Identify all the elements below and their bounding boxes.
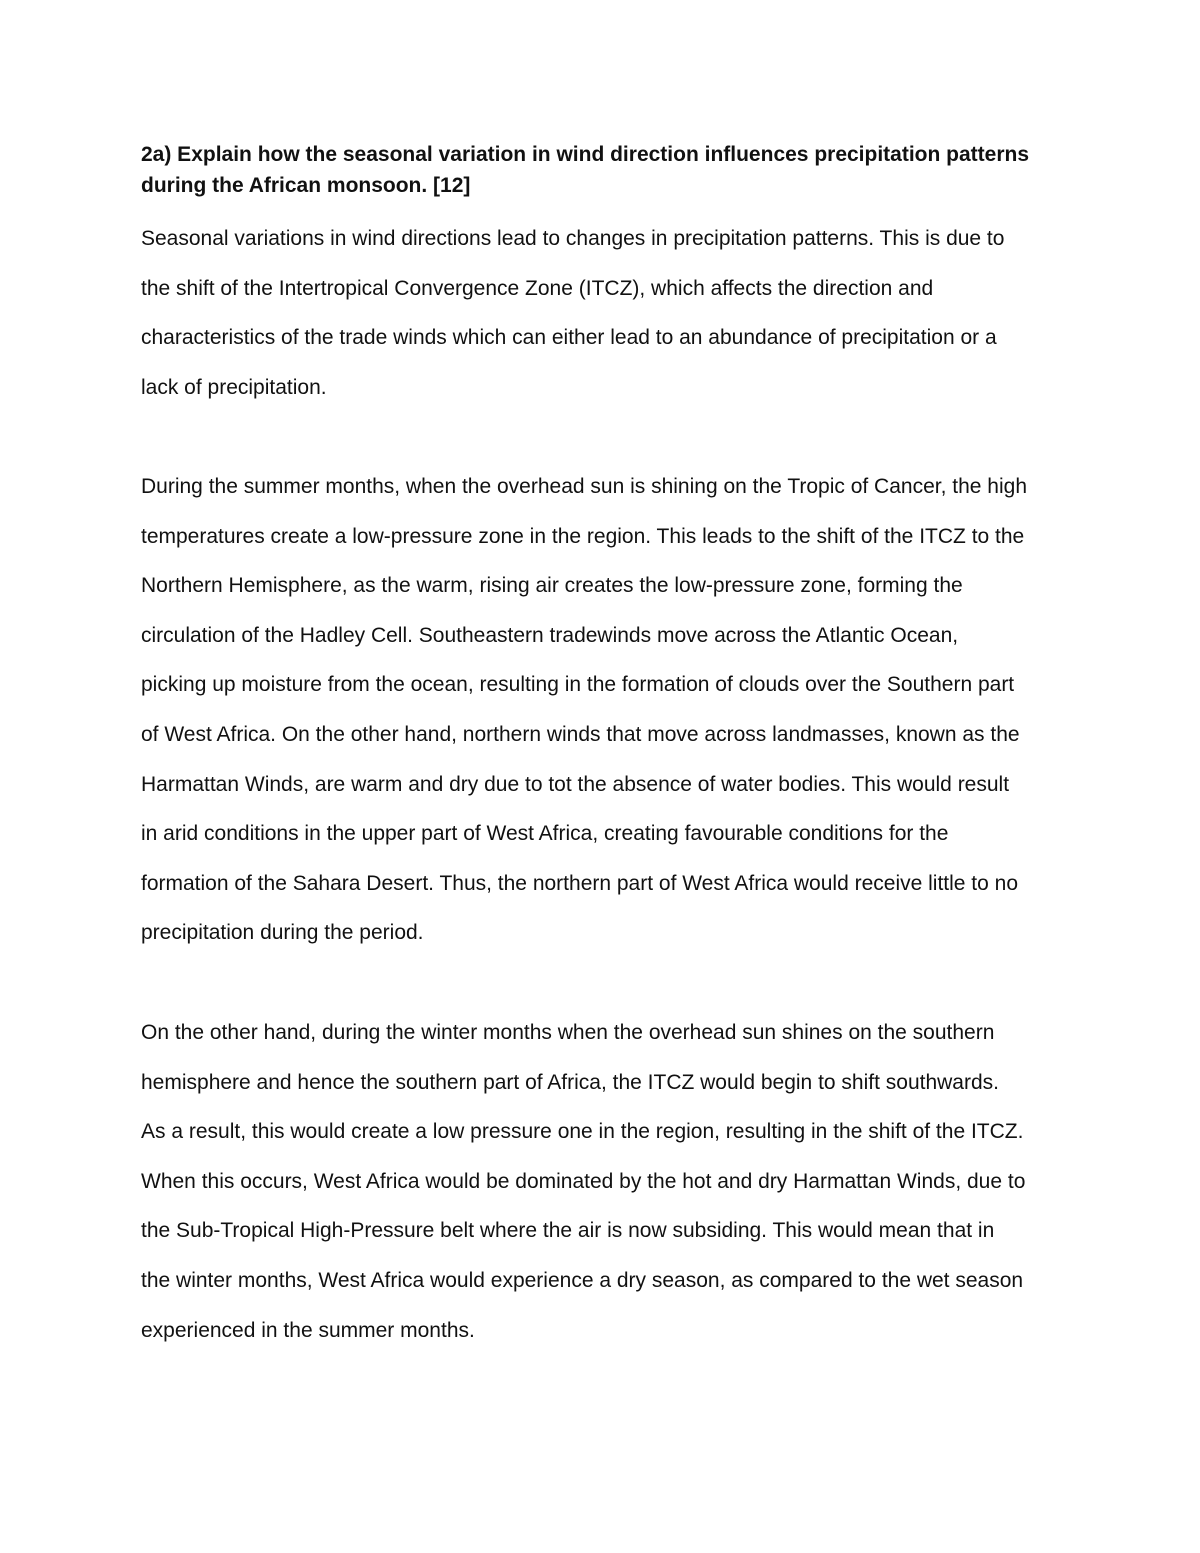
paragraph-line: in arid conditions in the upper part of West Africa, creating favourable conditions for the (141, 822, 949, 846)
question-line: 2a) Explain how the seasonal variation in wind direction influences precipitation patterns (141, 143, 1030, 166)
intro-paragraph (141, 214, 1004, 412)
paragraph-line: the shift of the Intertropical Convergence Zone (ITCZ), which affects the direction and (141, 276, 934, 300)
paragraph-line: circulation of the Hadley Cell. Southeastern tradewinds move across the Atlantic Ocean, (141, 623, 959, 647)
question-line: during the African monsoon. [12] (141, 174, 471, 197)
paragraph-line: Northern Hemisphere, as the warm, rising air creates the low-pressure zone, forming the (141, 574, 963, 598)
summer-paragraph (141, 462, 1027, 958)
paragraph-line: Seasonal variations in wind directions lead to changes in precipitation patterns. This is due to (141, 227, 1005, 250)
paragraph-line: experienced in the summer months. (141, 1318, 475, 1342)
paragraph-line: During the summer months, when the overhead sun is shining on the Tropic of Cancer, the high (141, 475, 1027, 498)
paragraph-line: the Sub-Tropical High-Pressure belt where the air is now subsiding. This would mean that in (141, 1219, 995, 1243)
paragraph-line: temperatures create a low-pressure zone in the region. This leads to the shift of the ITCZ to the (141, 524, 1025, 548)
paragraph-line: precipitation during the period. (141, 921, 424, 945)
paragraph-line: picking up moisture from the ocean, resulting in the formation of clouds over the Southern part (141, 673, 1015, 697)
paragraph-line: Harmattan Winds, are warm and dry due to tot the absence of water bodies. This would result (141, 772, 1010, 796)
paragraph-line: of West Africa. On the other hand, northern winds that move across landmasses, known as the (141, 722, 1020, 746)
paragraph-line: the winter months, West Africa would experience a dry season, as compared to the wet season (141, 1268, 1024, 1292)
paragraph-line: lack of precipitation. (141, 375, 327, 399)
paragraph-line: formation of the Sahara Desert. Thus, the northern part of West Africa would receive little to no (141, 871, 1019, 895)
winter-paragraph (141, 1008, 1025, 1355)
paragraph-line: On the other hand, during the winter months when the overhead sun shines on the southern (141, 1021, 995, 1044)
paragraph-line: characteristics of the trade winds which can either lead to an abundance of precipitation or a (141, 326, 997, 350)
paragraph-line: hemisphere and hence the southern part of Africa, the ITCZ would begin to shift southwards. (141, 1070, 999, 1094)
paragraph-line: When this occurs, West Africa would be dominated by the hot and dry Harmattan Winds, due to (141, 1169, 1026, 1193)
paragraph-line: As a result, this would create a low pressure one in the region, resulting in the shift of the ITCZ. (141, 1120, 1024, 1144)
question-heading (141, 139, 1071, 201)
